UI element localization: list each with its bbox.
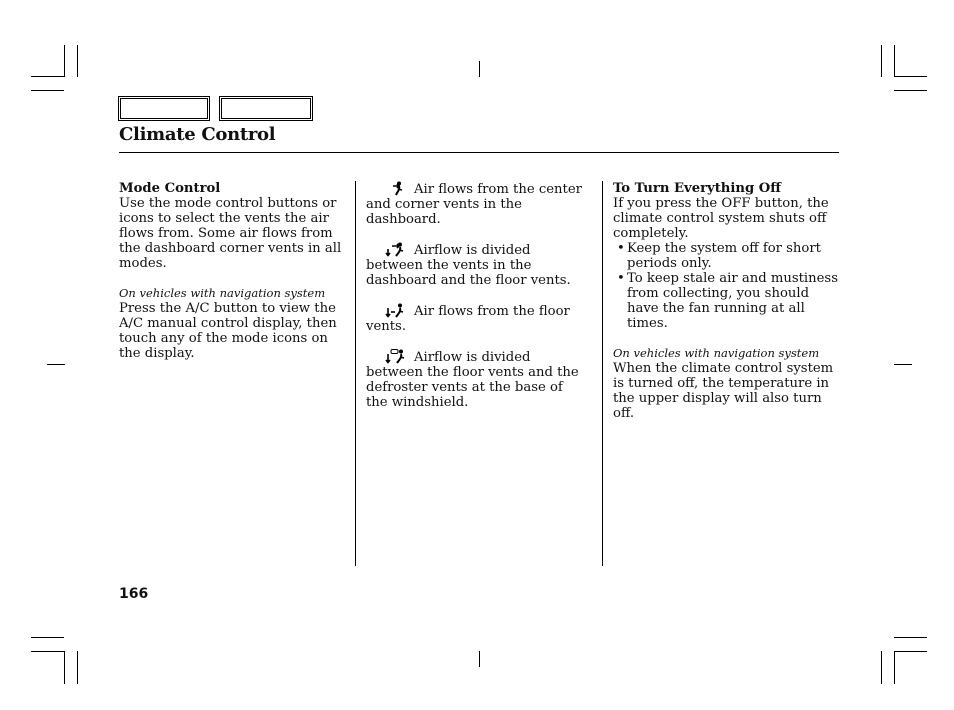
floor-mode-icon [383, 303, 407, 318]
bullet-list [613, 241, 839, 331]
nav-note: On vehicles with navigation system [613, 346, 820, 360]
mode-description: Air flows from the floor vents. [366, 304, 570, 334]
body-text: Press the A/C button to view the A/C manual control display, then touch any of the mode icons on the display. [119, 301, 337, 361]
mode-description: Airflow is divided between the floor vents and the defroster vents at the base of the windshield. [366, 350, 579, 410]
section-heading: Mode Control [119, 181, 221, 196]
list-item: • Keep the system off for short periods only. [613, 241, 839, 271]
column-divider [602, 181, 603, 566]
list-item: • To keep stale air and mustiness from collecting, you should have the fan running at all times. [613, 271, 839, 331]
header-rule [119, 152, 839, 153]
vent-mode-icon [383, 181, 407, 196]
header-tab [219, 96, 313, 121]
page-title: Climate Control [119, 124, 276, 145]
body-text: Use the mode control buttons or icons to select the vents the air flows from. Some air flows from the dashboard corner vents in all modes. [119, 196, 342, 271]
bilevel-mode-icon [383, 242, 407, 257]
column-divider [355, 181, 356, 566]
right-column [613, 181, 839, 421]
floor-defrost-mode-icon [383, 349, 407, 364]
page-number: 166 [119, 586, 149, 602]
section-heading: To Turn Everything Off [613, 181, 782, 196]
mode-description: Airflow is divided between the vents in the dashboard and the floor vents. [366, 243, 571, 288]
body-text: When the climate control system is turned off, the temperature in the upper display will also turn off. [613, 361, 834, 421]
mode-description: Air flows from the center and corner vents in the dashboard. [366, 182, 582, 227]
body-text: If you press the OFF button, the climate control system shuts off completely. [613, 196, 829, 241]
header-tab [118, 96, 210, 121]
nav-note: On vehicles with navigation system [119, 286, 326, 300]
middle-column [366, 181, 588, 410]
left-column [119, 181, 347, 361]
